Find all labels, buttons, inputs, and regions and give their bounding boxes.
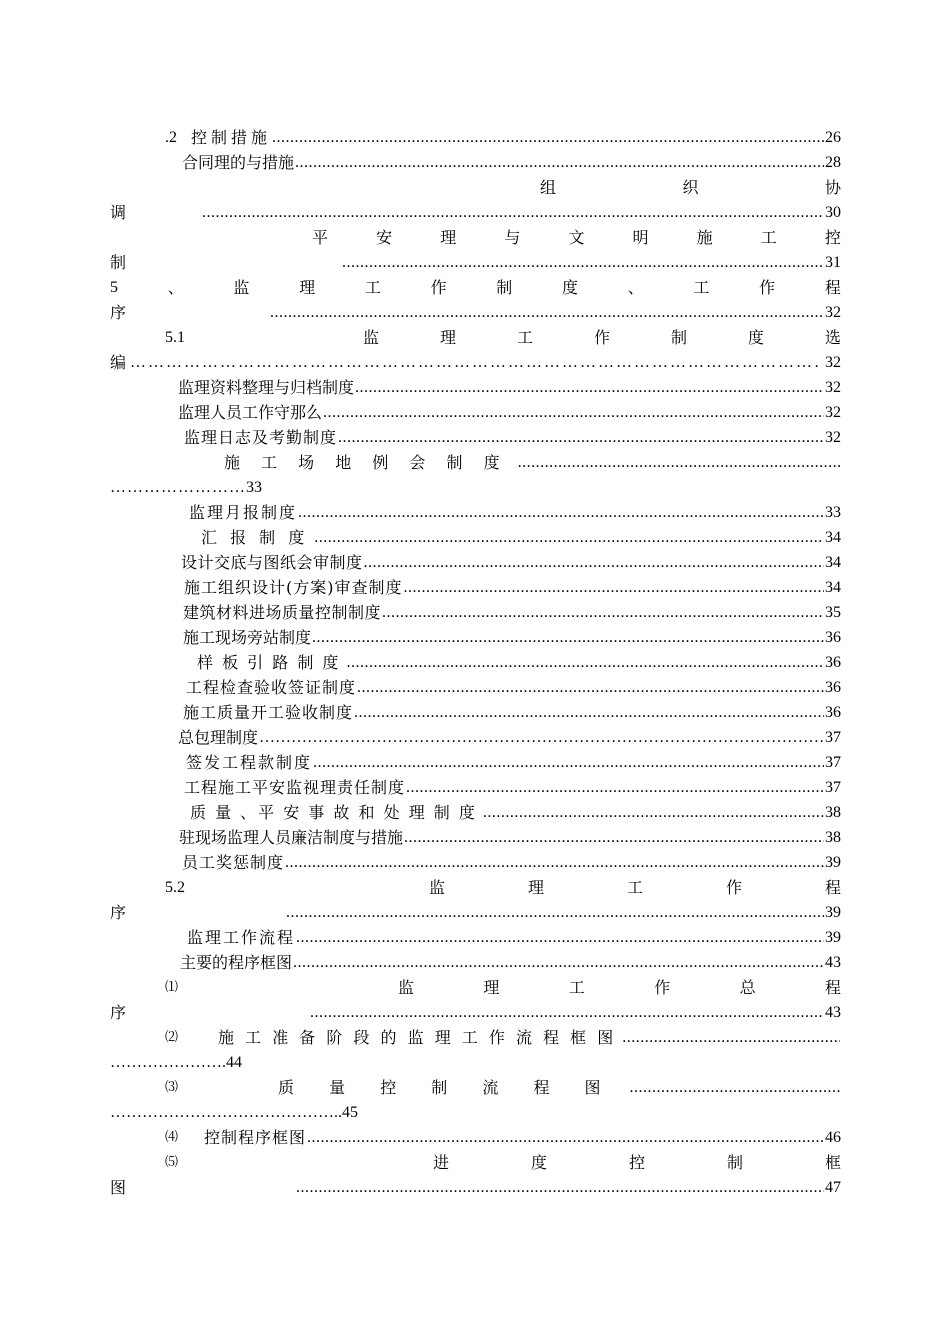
toc-entry[interactable] <box>110 248 841 273</box>
entry-title: 监理资料整理与归档制度 <box>178 378 355 397</box>
entry-char: 程 <box>824 978 841 997</box>
entry-char: 选 <box>824 328 841 347</box>
dot-leader <box>312 628 824 648</box>
toc-entry[interactable] <box>182 148 841 173</box>
entry-char: 程 <box>824 278 841 297</box>
entry-title: 质 量 控 制 流 程 图 <box>278 1078 616 1097</box>
dot-leader <box>346 653 824 673</box>
dot-leader <box>630 1078 840 1098</box>
entry-char: 制 <box>726 1153 743 1172</box>
ellipsis-leader <box>130 353 821 373</box>
entry-char: 作 <box>654 978 671 997</box>
entry-char: 作 <box>593 328 610 347</box>
entry-char: 调 <box>110 203 127 222</box>
entry-char: 安 <box>376 228 393 247</box>
dot-leader <box>355 378 824 398</box>
toc-entry[interactable] <box>165 123 841 148</box>
page-number: 36 <box>825 679 841 696</box>
page-number: 37 <box>825 754 841 771</box>
toc-entry-justified <box>110 273 841 298</box>
section-number: 5 <box>110 279 118 296</box>
entry-title: 质 量 、平 安 事 故 和 处 理 制 度 <box>190 803 477 822</box>
ellipsis-leader: …………………… <box>110 479 246 496</box>
entry-title: 主要的程序框图 <box>180 953 293 972</box>
toc-entry[interactable] <box>178 373 841 398</box>
entry-title: 施 工 准 备 阶 段 的 监 理 工 作 流 程 框 图 <box>218 1028 617 1047</box>
ellipsis-leader: …………………………………….. <box>110 1104 342 1121</box>
dot-leader <box>310 1003 824 1023</box>
entry-char: 制 <box>110 253 127 272</box>
entry-char: 作 <box>430 278 447 297</box>
page-number: 26 <box>825 129 841 146</box>
toc-entry[interactable] <box>182 848 841 873</box>
toc-entry-continuation[interactable] <box>110 473 841 498</box>
toc-entry-continuation[interactable] <box>110 1048 841 1073</box>
entry-title: 控制措施 <box>191 128 272 147</box>
page-number: 37 <box>825 779 841 796</box>
section-number: ⑷ <box>165 1130 179 1145</box>
page-number: 37 <box>825 729 841 746</box>
entry-char: 工 <box>568 978 585 997</box>
entry-title: 设计交底与图纸会审制度 <box>181 553 363 572</box>
toc-entry[interactable] <box>110 998 841 1023</box>
page-number: 33 <box>825 504 841 521</box>
toc-entry[interactable] <box>197 648 841 673</box>
page-number: 28 <box>825 154 841 171</box>
toc-entry[interactable] <box>110 1173 841 1198</box>
section-number: ⑴ <box>165 980 179 995</box>
toc-entry[interactable] <box>110 898 841 923</box>
toc-entry[interactable] <box>165 1023 841 1048</box>
page-number: 34 <box>825 529 841 546</box>
toc-entry[interactable] <box>183 698 841 723</box>
page-number: 39 <box>825 929 841 946</box>
entry-char: 监 <box>398 978 415 997</box>
page-number: 43 <box>825 954 841 971</box>
entry-char: 理 <box>440 228 457 247</box>
toc-entry-justified <box>165 1148 841 1173</box>
ellipsis-leader <box>259 728 824 748</box>
entry-char: 织 <box>682 178 699 197</box>
entry-char: 编 <box>110 353 127 372</box>
toc-entry[interactable] <box>186 748 841 773</box>
entry-char: 监 <box>363 328 380 347</box>
section-number: 5.2 <box>165 879 185 896</box>
dot-leader <box>622 1028 840 1048</box>
toc-entry[interactable] <box>184 573 841 598</box>
entry-char: 框 <box>824 1153 841 1172</box>
entry-title: 签发工程款制度 <box>186 753 313 772</box>
dot-leader <box>270 303 824 323</box>
toc-entry-continuation[interactable] <box>110 1098 841 1123</box>
entry-char: 组 <box>540 178 557 197</box>
toc-entry[interactable] <box>165 1123 841 1148</box>
toc-entry[interactable] <box>187 923 841 948</box>
dot-leader <box>313 753 824 773</box>
toc-entry[interactable] <box>180 948 841 973</box>
entry-title: 合同理的与措施 <box>182 153 295 172</box>
dot-leader <box>406 778 824 798</box>
section-number: .2 <box>165 129 177 146</box>
dot-leader <box>296 1178 824 1198</box>
entry-char: 序 <box>110 1003 127 1022</box>
page-number: 47 <box>825 1179 841 1196</box>
entry-char: 与 <box>504 228 521 247</box>
entry-title: 监理人员工作守那么 <box>178 403 323 422</box>
dot-leader <box>307 1128 824 1148</box>
toc-entry[interactable] <box>184 773 841 798</box>
page-number: 46 <box>825 1129 841 1146</box>
entry-char: 监 <box>429 878 446 897</box>
toc-entry[interactable] <box>179 823 841 848</box>
entry-char: 、 <box>627 278 644 297</box>
entry-title: 控制程序框图 <box>204 1128 307 1147</box>
entry-char: 协 <box>824 178 841 197</box>
dot-leader <box>382 603 824 623</box>
toc-entry[interactable] <box>110 348 841 373</box>
entry-char: 序 <box>110 303 127 322</box>
entry-char: 工 <box>516 328 533 347</box>
page-number: 39 <box>825 854 841 871</box>
toc-entry-justified <box>165 973 841 998</box>
entry-char: 制 <box>670 328 687 347</box>
dot-leader <box>404 578 825 598</box>
section-number: ⑶ <box>165 1080 179 1095</box>
entry-title: 总包理制度 <box>178 728 259 747</box>
toc-entry[interactable] <box>186 673 841 698</box>
entry-title: 施 工 场 地 例 会 制 度 <box>224 453 508 472</box>
entry-char: 理 <box>483 978 500 997</box>
toc-entry[interactable] <box>181 548 841 573</box>
ellipsis-leader: …………………. <box>110 1054 226 1071</box>
entry-title: 汇 报 制 度 <box>201 528 309 547</box>
toc-entry[interactable] <box>183 623 841 648</box>
entry-char: 总 <box>739 978 756 997</box>
entry-char: 施 <box>696 228 713 247</box>
dot-leader <box>354 703 824 723</box>
entry-char: 进 <box>433 1153 450 1172</box>
dot-leader <box>314 528 824 548</box>
entry-char: 作 <box>759 278 776 297</box>
entry-char: 理 <box>527 878 544 897</box>
entry-char: 监 <box>233 278 250 297</box>
page-number: 36 <box>825 704 841 721</box>
page-number: 36 <box>825 654 841 671</box>
entry-title: 施工现场旁站制度 <box>183 628 312 647</box>
toc-entry[interactable] <box>110 198 841 223</box>
page-number: 31 <box>825 254 841 271</box>
dot-leader <box>483 803 824 823</box>
page-number: 36 <box>825 629 841 646</box>
entry-title: 施工组织设计(方案)审查制度 <box>184 578 403 597</box>
entry-char: 序 <box>110 903 127 922</box>
toc-entry-justified <box>165 323 841 348</box>
entry-char: 工 <box>760 228 777 247</box>
page-number: 32 <box>825 354 841 371</box>
page-number: 39 <box>825 904 841 921</box>
page-number: 35 <box>825 604 841 621</box>
section-number: 5.1 <box>165 329 185 346</box>
page-number: 43 <box>825 1004 841 1021</box>
entry-title: 监理月报制度 <box>189 503 298 522</box>
entry-char: 理 <box>299 278 316 297</box>
dot-leader <box>202 203 824 223</box>
toc-entry[interactable] <box>189 498 841 523</box>
entry-char: 控 <box>824 228 841 247</box>
entry-char: 程 <box>824 878 841 897</box>
dot-leader <box>338 428 824 448</box>
dot-leader <box>342 253 824 273</box>
entry-char: 度 <box>562 278 579 297</box>
entry-title: 样 板 引 路 制 度 <box>197 653 341 672</box>
entry-title: 建筑材料进场质量控制制度 <box>183 603 382 622</box>
dot-leader <box>286 903 824 923</box>
toc-entry[interactable] <box>178 398 841 423</box>
page-number: 33 <box>246 479 262 496</box>
entry-char: 图 <box>110 1178 127 1197</box>
page-number: 38 <box>825 804 841 821</box>
entry-title: 工程施工平安监视理责任制度 <box>184 778 406 797</box>
page-number: 32 <box>825 429 841 446</box>
dot-leader <box>404 828 824 848</box>
entry-char: 控 <box>628 1153 645 1172</box>
entry-char: 工 <box>364 278 381 297</box>
entry-char: 作 <box>725 878 742 897</box>
entry-char: 文 <box>568 228 585 247</box>
toc-entry[interactable] <box>184 423 841 448</box>
page-number: 45 <box>342 1104 358 1121</box>
section-number: ⑵ <box>165 1030 179 1045</box>
toc-entry-justified <box>312 223 841 248</box>
dot-leader <box>272 128 824 148</box>
entry-title: 驻现场监理人员廉洁制度与措施 <box>179 828 404 847</box>
page-number: 38 <box>825 829 841 846</box>
entry-char: 工 <box>626 878 643 897</box>
toc-entry[interactable] <box>110 298 841 323</box>
entry-char: 理 <box>439 328 456 347</box>
entry-char: 度 <box>747 328 764 347</box>
entry-char: 平 <box>312 228 329 247</box>
entry-title: 工程检查验收签证制度 <box>186 678 357 697</box>
toc-entry-justified <box>165 873 841 898</box>
toc-entry-justified <box>540 173 841 198</box>
entry-title: 监理日志及考勤制度 <box>184 428 338 447</box>
page-number: 44 <box>226 1054 242 1071</box>
dot-leader <box>323 403 824 423</box>
entry-char: 制 <box>496 278 513 297</box>
dot-leader <box>296 928 824 948</box>
entry-char: 度 <box>531 1153 548 1172</box>
toc-entry[interactable] <box>190 798 841 823</box>
page-number: 32 <box>825 304 841 321</box>
entry-char: 、 <box>167 278 184 297</box>
entry-title: 员工奖惩制度 <box>182 853 285 872</box>
toc-entry[interactable] <box>178 723 841 748</box>
dot-leader <box>364 553 824 573</box>
page-number: 32 <box>825 379 841 396</box>
toc-entry[interactable] <box>224 448 841 473</box>
page-number: 34 <box>825 579 841 596</box>
dot-leader <box>295 153 824 173</box>
dot-leader <box>518 453 840 473</box>
dot-leader <box>298 503 824 523</box>
entry-title: 施工质量开工验收制度 <box>183 703 354 722</box>
page-number: 30 <box>825 204 841 221</box>
toc-entry[interactable] <box>183 598 841 623</box>
section-number: ⑸ <box>165 1155 179 1170</box>
dot-leader <box>285 853 824 873</box>
entry-char: 工 <box>693 278 710 297</box>
page-number: 32 <box>825 404 841 421</box>
toc-entry[interactable] <box>165 1073 841 1098</box>
page-number: 34 <box>825 554 841 571</box>
entry-title: 监理工作流程 <box>187 928 296 947</box>
dot-leader <box>293 953 824 973</box>
toc-entry[interactable] <box>201 523 841 548</box>
dot-leader <box>357 678 824 698</box>
entry-char: 明 <box>632 228 649 247</box>
